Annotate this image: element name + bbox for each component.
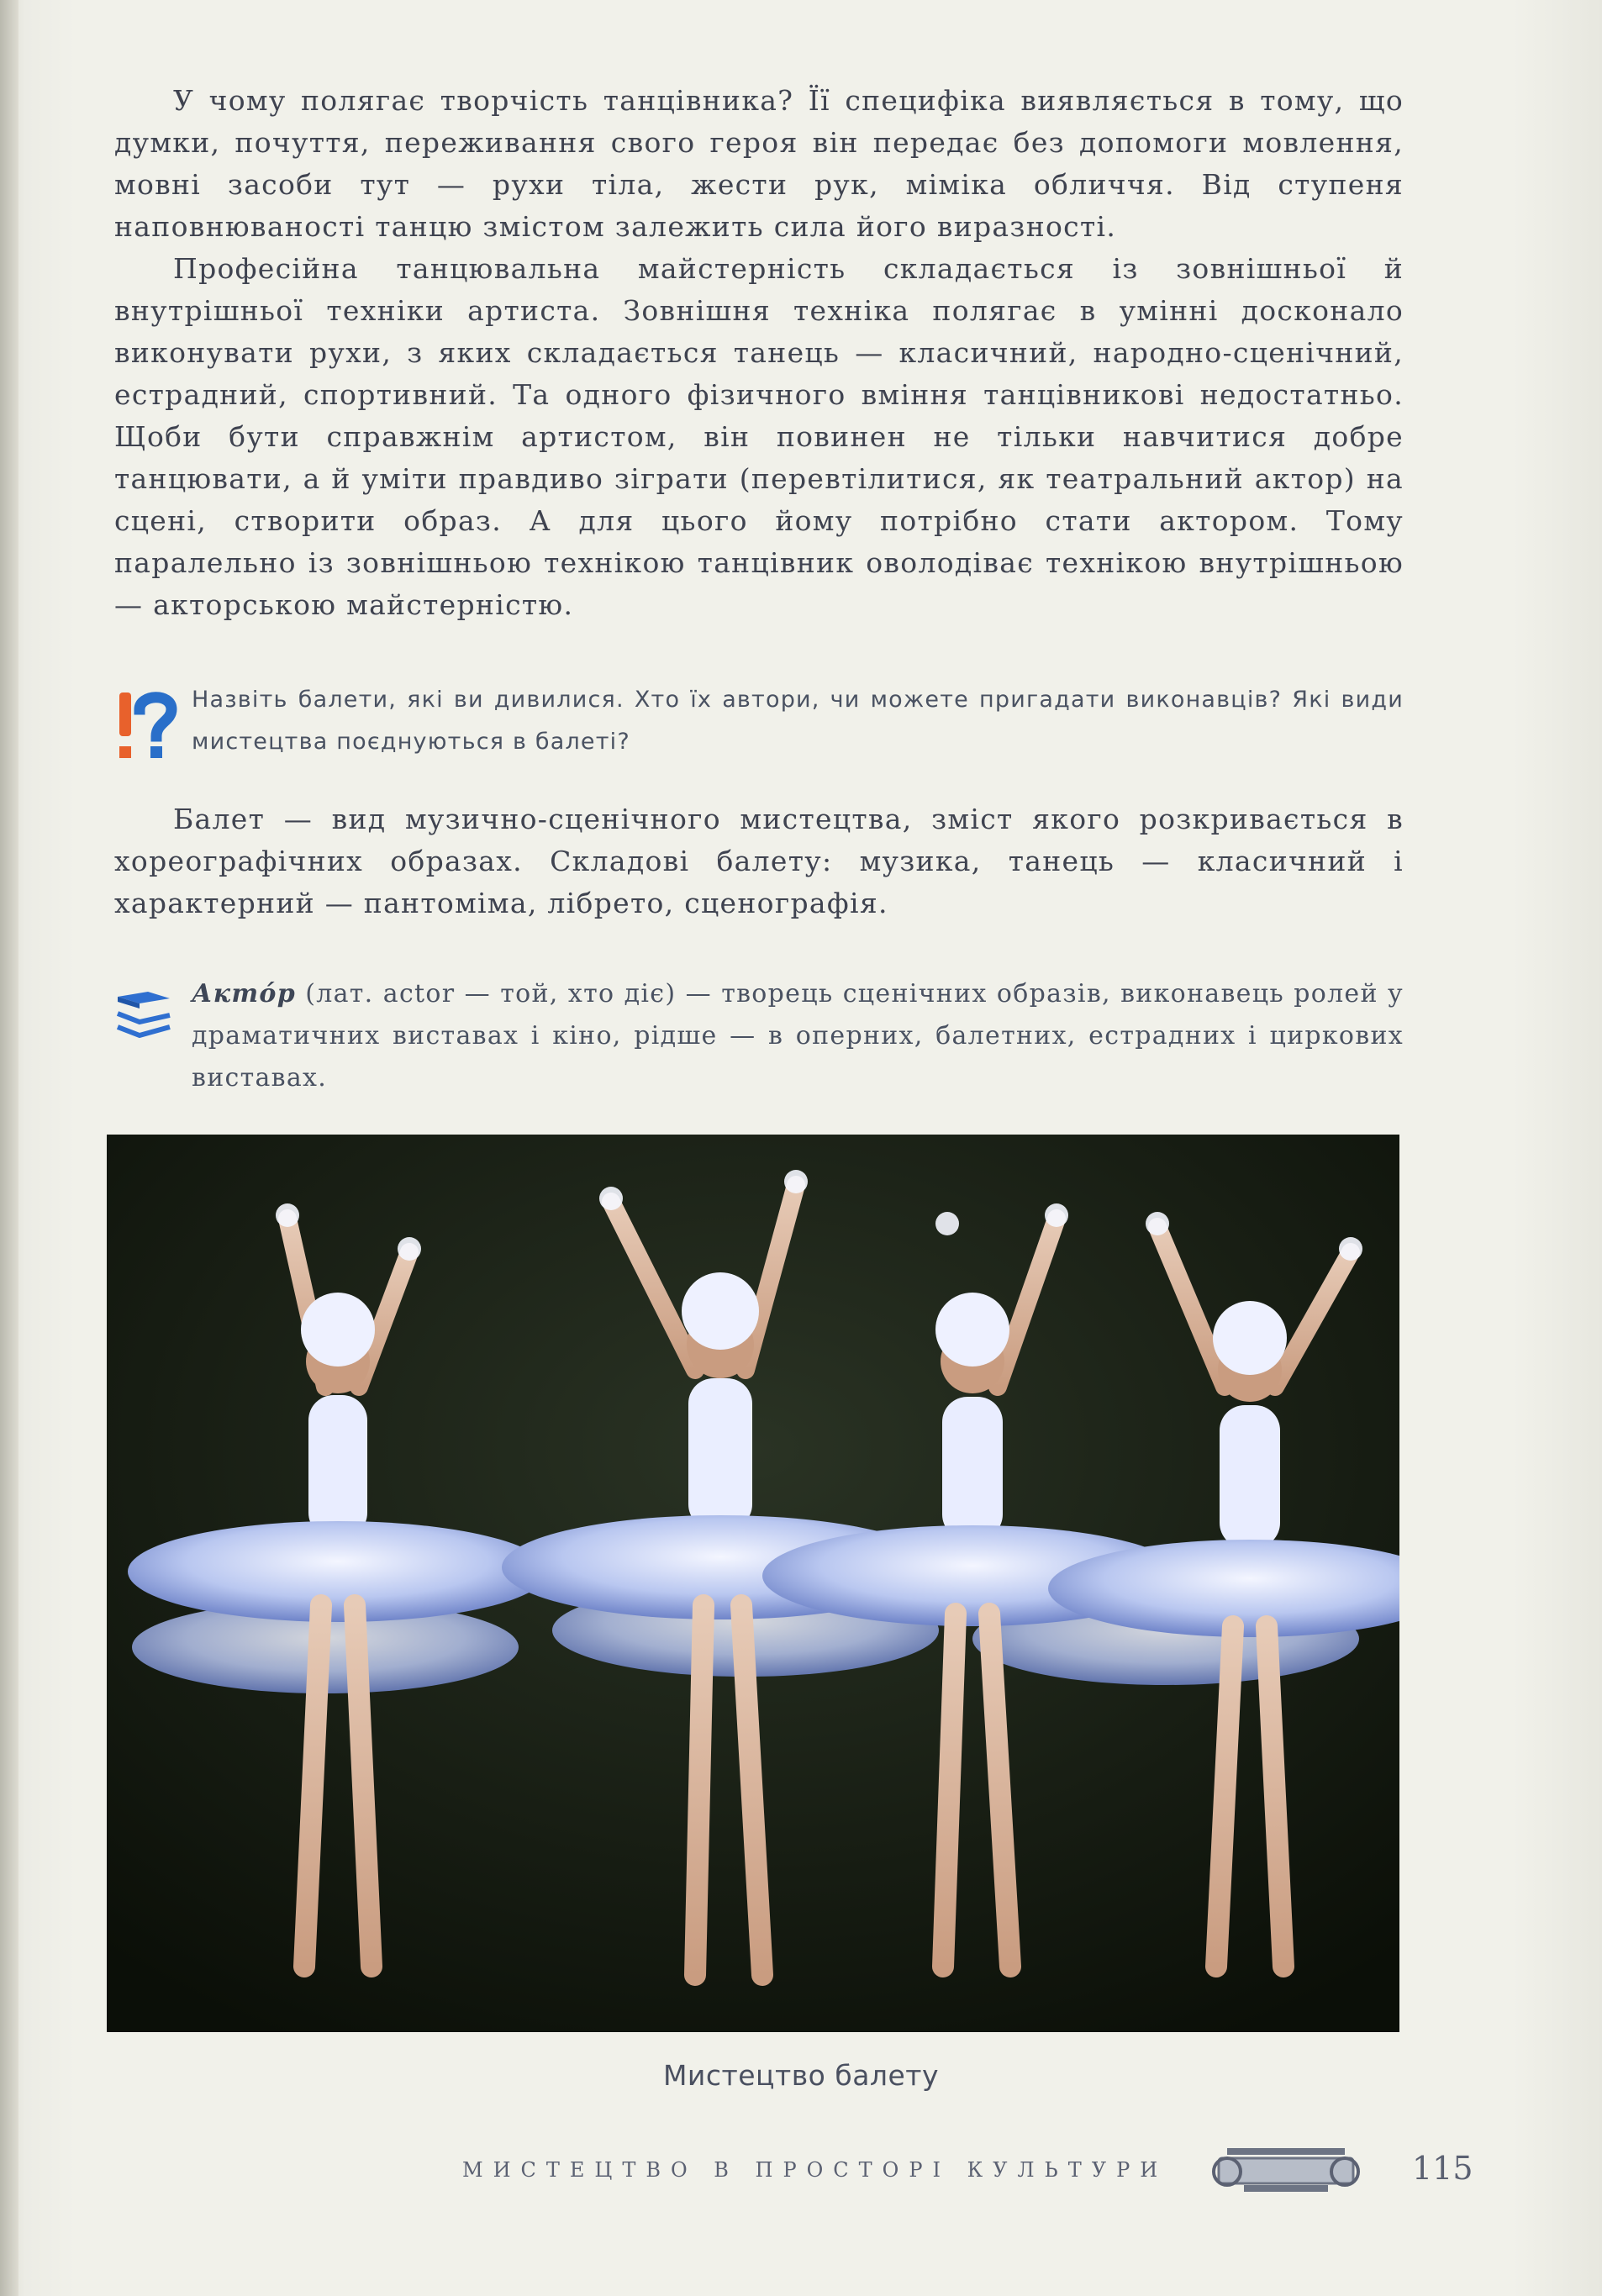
photo-caption: Мистецтво балету xyxy=(662,2059,940,2092)
intro-paragraph-1: У чому полягає творчість танцівника? Її специфіка виявляється в тому, що думки, почуття, переживання свого героя він передає без допомоги мовлення, мовні засоби тут — рухи тіла, жести рук, міміка обличчя. Від ступеня наповнюваності танцю змістом залежить сила його виразності. xyxy=(114,84,1404,243)
ionic-capital-ornament-icon xyxy=(1202,2146,1370,2197)
term-box xyxy=(114,973,1404,1108)
question-text: Назвіть балети, які ви дивилися. Хто їх автори, чи можете пригадати виконавців? Які види мистецтва поєднуються в балеті? xyxy=(192,687,1404,755)
term-word: Актóр xyxy=(192,979,296,1008)
ballet-definition-paragraph: Балет — вид музично-сценічного мистецтва, зміст якого розкривається в хореографічних образах. Складові балету: музика, танець — класичний і характерний — пантоміма, лібрето, сценографія. xyxy=(114,803,1404,919)
question-box xyxy=(114,679,1404,771)
ballet-definition xyxy=(114,798,1404,924)
intro-paragraph-2: Професійна танцювальна майстерність складається із зовнішньої й внутрішньої техніки артиста. Зовнішня техніка полягає в умінні досконало виконувати рухи, з яких складається танець — класичний, народно-сценічний, естрадний, спортивний. Та одного фізичного вміння танцівникові недостатньо. Щоби бути справжнім артистом, він повинен не тільки навчитися добре танцювати, а й уміти правдиво зіграти (перевтілитися, як театральний актор) на сцені, створити образ. А для цього йому потрібно стати актором. Тому паралельно із зовнішньою технікою танцівник оволодіває технікою внутрішньою — акторською майстерністю. xyxy=(114,252,1404,621)
ballet-dancers-image xyxy=(107,1135,1399,2032)
exclamation-question-icon xyxy=(114,687,178,763)
ballet-photo xyxy=(107,1135,1399,2032)
intro-text xyxy=(114,80,1404,626)
page-number: 115 xyxy=(1412,2150,1473,2187)
book-spine-shadow xyxy=(0,0,18,2296)
page-footer xyxy=(462,2146,1471,2205)
book-stack-icon xyxy=(114,985,173,1044)
running-title: МИСТЕЦТВО В ПРОСТОРІ КУЛЬТУРИ xyxy=(462,2158,1168,2182)
term-rest: (лат. actor — той, хто діє) — творець сценічних образів, виконавець ролей у драматичних виставах і кіно, рідше — в оперних, балетних, естрадних і циркових виставах. xyxy=(192,979,1404,1093)
term-definition xyxy=(192,973,1404,1099)
